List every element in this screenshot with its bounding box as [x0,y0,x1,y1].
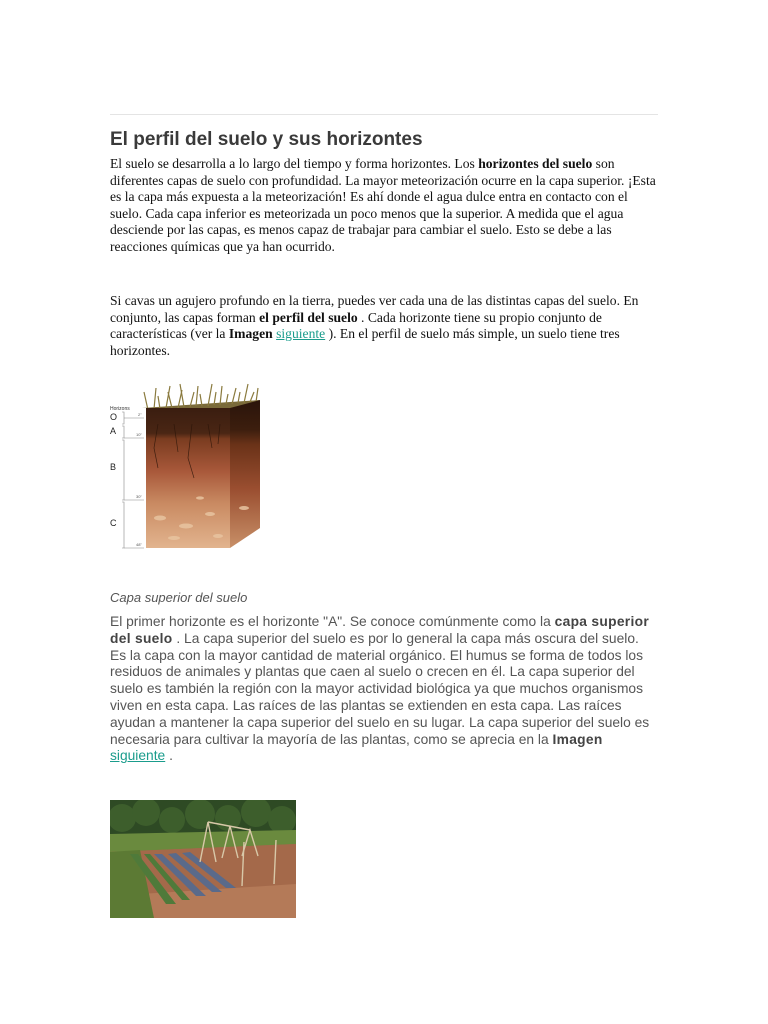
bold-term: Imagen [552,731,603,747]
section-caption: Capa superior del suelo [110,590,248,605]
bold-term: capa superior del suelo [110,614,650,646]
bold-term: Imagen [228,326,273,341]
depth-label: 30" [136,494,142,499]
intro-paragraph [110,156,660,255]
text-span: . Cada horizonte tiene su propio conjunto de características (ver la [110,309,602,341]
horizon-label-c: C [110,518,117,528]
text-span: El suelo se desarrolla a lo largo del tiempo y forma horizontes. Los [110,156,479,171]
horizon-label-o: O [110,412,118,422]
soil-side-face [230,400,260,548]
text-span: Si cavas un agujero profundo en la tierra, puedes ver cada una de las distintas capas del suelo. En conjunto, las capas forman [110,293,639,325]
bold-term: horizontes del suelo [478,156,593,171]
text-span: El primer horizonte es el horizonte "A". Se conoce comúnmente como la [110,614,555,629]
text-span: ). En el perfil de suelo más simple, un suelo tiene tres horizontes. [110,326,620,358]
bold-term: el perfil del suelo [259,309,358,325]
garden-photo [110,800,296,918]
text-span: . [165,748,173,764]
siguiente-link[interactable]: siguiente [276,326,326,341]
depth-label: 10" [136,432,142,437]
page-title: El perfil del suelo y sus horizontes [110,129,423,150]
top-divider [110,114,658,115]
siguiente-link[interactable]: siguiente [110,748,166,764]
text-span: . La capa superior del suelo es por lo general la capa más oscura del suelo. Es la capa con la mayor cantidad de material orgánico. El humus se forma de todos los residuos de animales y plantas que caen al suelo o crecen en él. La capa superior del suelo es también la región con la mayor actividad biológica ya que muchos organismos viven en esta capa. Las raíces de las plantas se extienden en esta capa. Las raíces ayudan a mantener la capa superior del suelo en su lugar. La capa superior del suelo es necesaria para cultivar la mayoría de las plantas, como se aprecia en la [110,630,650,747]
topsoil-paragraph [110,614,658,765]
text-span: son diferentes capas de suelo con profundidad. La mayor meteorización ocurre en la capa superior. ¡Esta es la capa más expuesta a la meteorización! Es ahí donde el agua dulce entra en contacto con el suelo. Cada capa inferior es meteorizada un poco menos que la superior. A medida que el agua desciende por las capas, es menos capaz de trabajar para cambiar el suelo. Esto se debe a las reacciones químicas que ya han ocurrido. [110,156,656,254]
soil-profile-image [108,378,266,554]
depth-label: 2" [138,412,142,417]
horizons-heading: Horizons [110,406,130,412]
horizon-label-a: A [110,426,117,436]
horizon-label-b: B [110,462,117,472]
profile-paragraph [110,293,660,359]
depth-label: 48" [136,542,142,547]
